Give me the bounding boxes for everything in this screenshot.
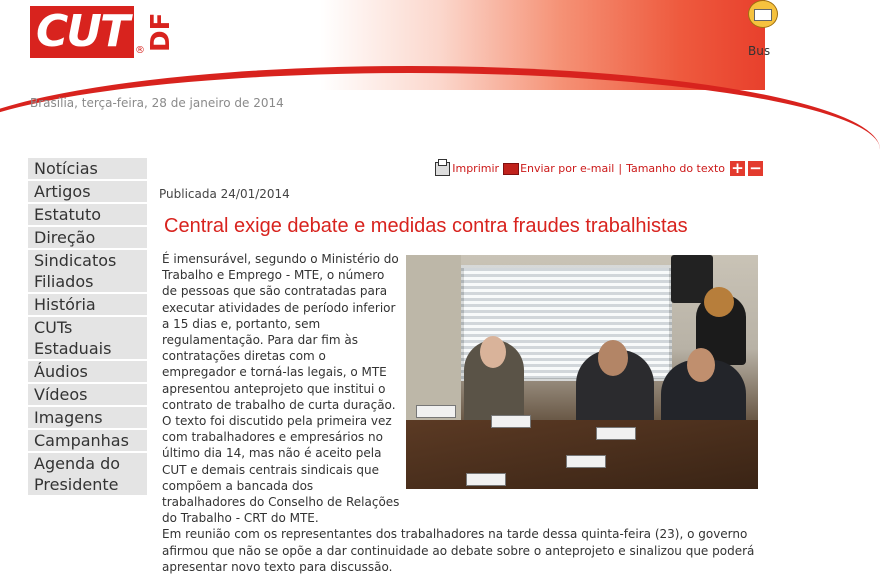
- email-link[interactable]: Enviar por e-mail: [520, 162, 615, 175]
- search-label[interactable]: Bus: [748, 44, 771, 58]
- sidebar-item-imagens[interactable]: Imagens: [28, 407, 147, 428]
- logo-registered-mark: ®: [135, 45, 146, 56]
- publish-date: Publicada 24/01/2014: [159, 187, 290, 201]
- article-paragraph-1: É imensurável, segundo o Ministério do Trabalho e Emprego - MTE, o número de pessoas que são contratadas para executar atividades de período inferior a 15 dias e, portanto, sem regulamentação. Para dar fim às contratações diretas com o empregador e torná-las legais, o MTE apresentou anteprojeto que institui o contrato de trabalho de curta duração. O texto foi discutido pela primeira vez com trabalhadores e empresários no último dia 14, mas não é aceito pela CUT e demais centrais sindicais que compõem a bancada dos trabalhadores do Conselho de Relações do Trabalho - CRT do MTE.: [162, 252, 400, 526]
- increase-text-button[interactable]: +: [731, 159, 744, 177]
- email-icon[interactable]: [503, 163, 519, 175]
- print-link[interactable]: Imprimir: [452, 162, 500, 175]
- search-envelope-icon[interactable]: [748, 0, 778, 28]
- sidebar-item-campanhas[interactable]: Campanhas: [28, 430, 147, 451]
- sidebar-item-direcao[interactable]: Direção: [28, 227, 147, 248]
- sidebar-item-cuts-estaduais[interactable]: CUTs Estaduais: [28, 317, 147, 359]
- logo-df-text: DF: [146, 12, 177, 52]
- printer-icon[interactable]: [435, 162, 450, 176]
- sidebar-item-audios[interactable]: Áudios: [28, 361, 147, 382]
- tools-separator: |: [618, 162, 623, 175]
- article-title: Central exige debate e medidas contra fraudes trabalhistas: [164, 215, 688, 237]
- current-date: Brasília, terça-feira, 28 de janeiro de 2014: [30, 96, 284, 110]
- article-paragraph-2: Em reunião com os representantes dos trabalhadores na tarde dessa quinta-feira (23), o governo afirmou que não se opõe a dar continuidade ao debate sobre o anteprojeto e sinalizou que poderá apresentar novo texto para discussão.: [162, 527, 755, 574]
- site-header: [0, 0, 771, 90]
- sidebar-item-artigos[interactable]: Artigos: [28, 181, 147, 202]
- article-body: [162, 251, 757, 575]
- sidebar-item-sindicatos-filiados[interactable]: Sindicatos Filiados: [28, 250, 147, 292]
- sidebar-item-agenda-presidente[interactable]: Agenda do Presidente: [28, 453, 147, 495]
- cut-df-logo[interactable]: [30, 6, 175, 58]
- logo-cut-text: CUT: [30, 6, 134, 58]
- sidebar-item-noticias[interactable]: Notícias: [28, 158, 147, 179]
- sidebar-item-estatuto[interactable]: Estatuto: [28, 204, 147, 225]
- sidebar-item-videos[interactable]: Vídeos: [28, 384, 147, 405]
- sidebar-nav: [28, 158, 147, 497]
- sidebar-item-historia[interactable]: História: [28, 294, 147, 315]
- text-size-label: Tamanho do texto: [626, 162, 725, 175]
- decrease-text-button[interactable]: −: [749, 159, 762, 177]
- article-tools: [435, 161, 763, 176]
